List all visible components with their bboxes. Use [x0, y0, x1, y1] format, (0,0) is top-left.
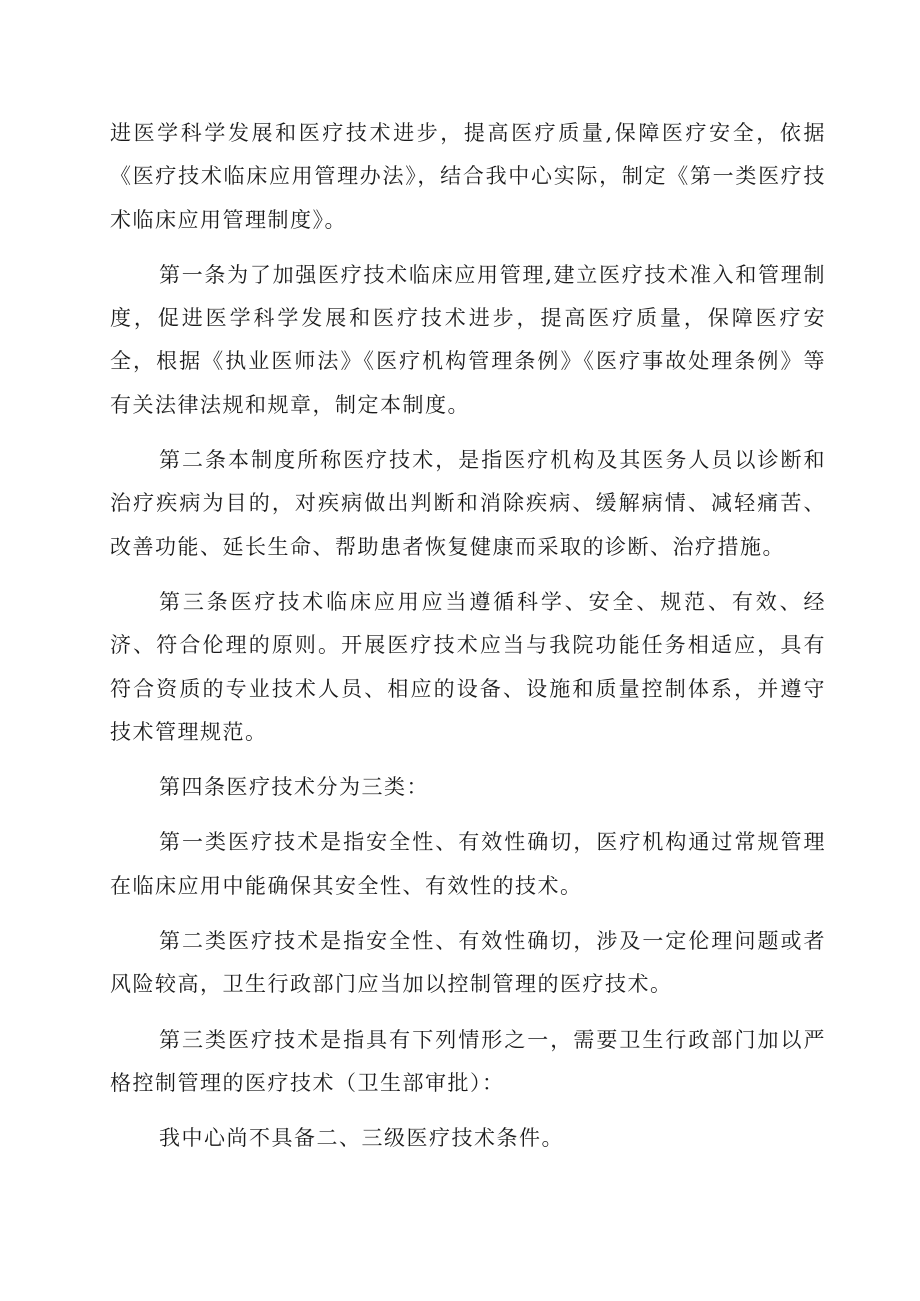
paragraph-category-3: 第三类医疗技术是指具有下列情形之一，需要卫生行政部门加以严格控制管理的医疗技术（卫生部审批）：: [110, 1027, 826, 1095]
paragraph-category-1: 第一类医疗技术是指安全性、有效性确切，医疗机构通过常规管理在临床应用中能确保其安全性、有效性的技术。: [110, 830, 826, 898]
paragraph-category-2: 第二类医疗技术是指安全性、有效性确切，涉及一定伦理问题或者风险较高，卫生行政部门应当加以控制管理的医疗技术。: [110, 929, 826, 997]
paragraph-article-4: 第四条医疗技术分为三类：: [159, 775, 429, 800]
paragraph-center-statement: 我中心尚不具备二、三级医疗技术条件。: [159, 1126, 564, 1151]
paragraph-article-2: 第二条本制度所称医疗技术，是指医疗机构及其医务人员以诊断和治疗疾病为目的，对疾病做出判断和消除疾病、缓解病情、减轻痛苦、改善功能、延长生命、帮助患者恢复健康而采取的诊断、治疗措施。: [110, 448, 826, 559]
document-body: [110, 112, 826, 1161]
paragraph-article-1: 第一条为了加强医疗技术临床应用管理,建立医疗技术准入和管理制度，促进医学科学发展和医疗技术进步，提高医疗质量，保障医疗安全，根据《执业医师法》《医疗机构管理条例》《医疗事故处理条例》等有关法律法规和规章，制定本制度。: [110, 262, 826, 417]
paragraph-article-3: 第三条医疗技术临床应用应当遵循科学、安全、规范、有效、经济、符合伦理的原则。开展医疗技术应当与我院功能任务相适应，具有符合资质的专业技术人员、相应的设备、设施和质量控制体系，并遵守技术管理规范。: [110, 589, 826, 744]
paragraph-intro-continued: 进医学科学发展和医疗技术进步，提高医疗质量,保障医疗安全，依据《医疗技术临床应用管理办法》，结合我中心实际，制定《第一类医疗技术临床应用管理制度》。: [110, 121, 826, 232]
